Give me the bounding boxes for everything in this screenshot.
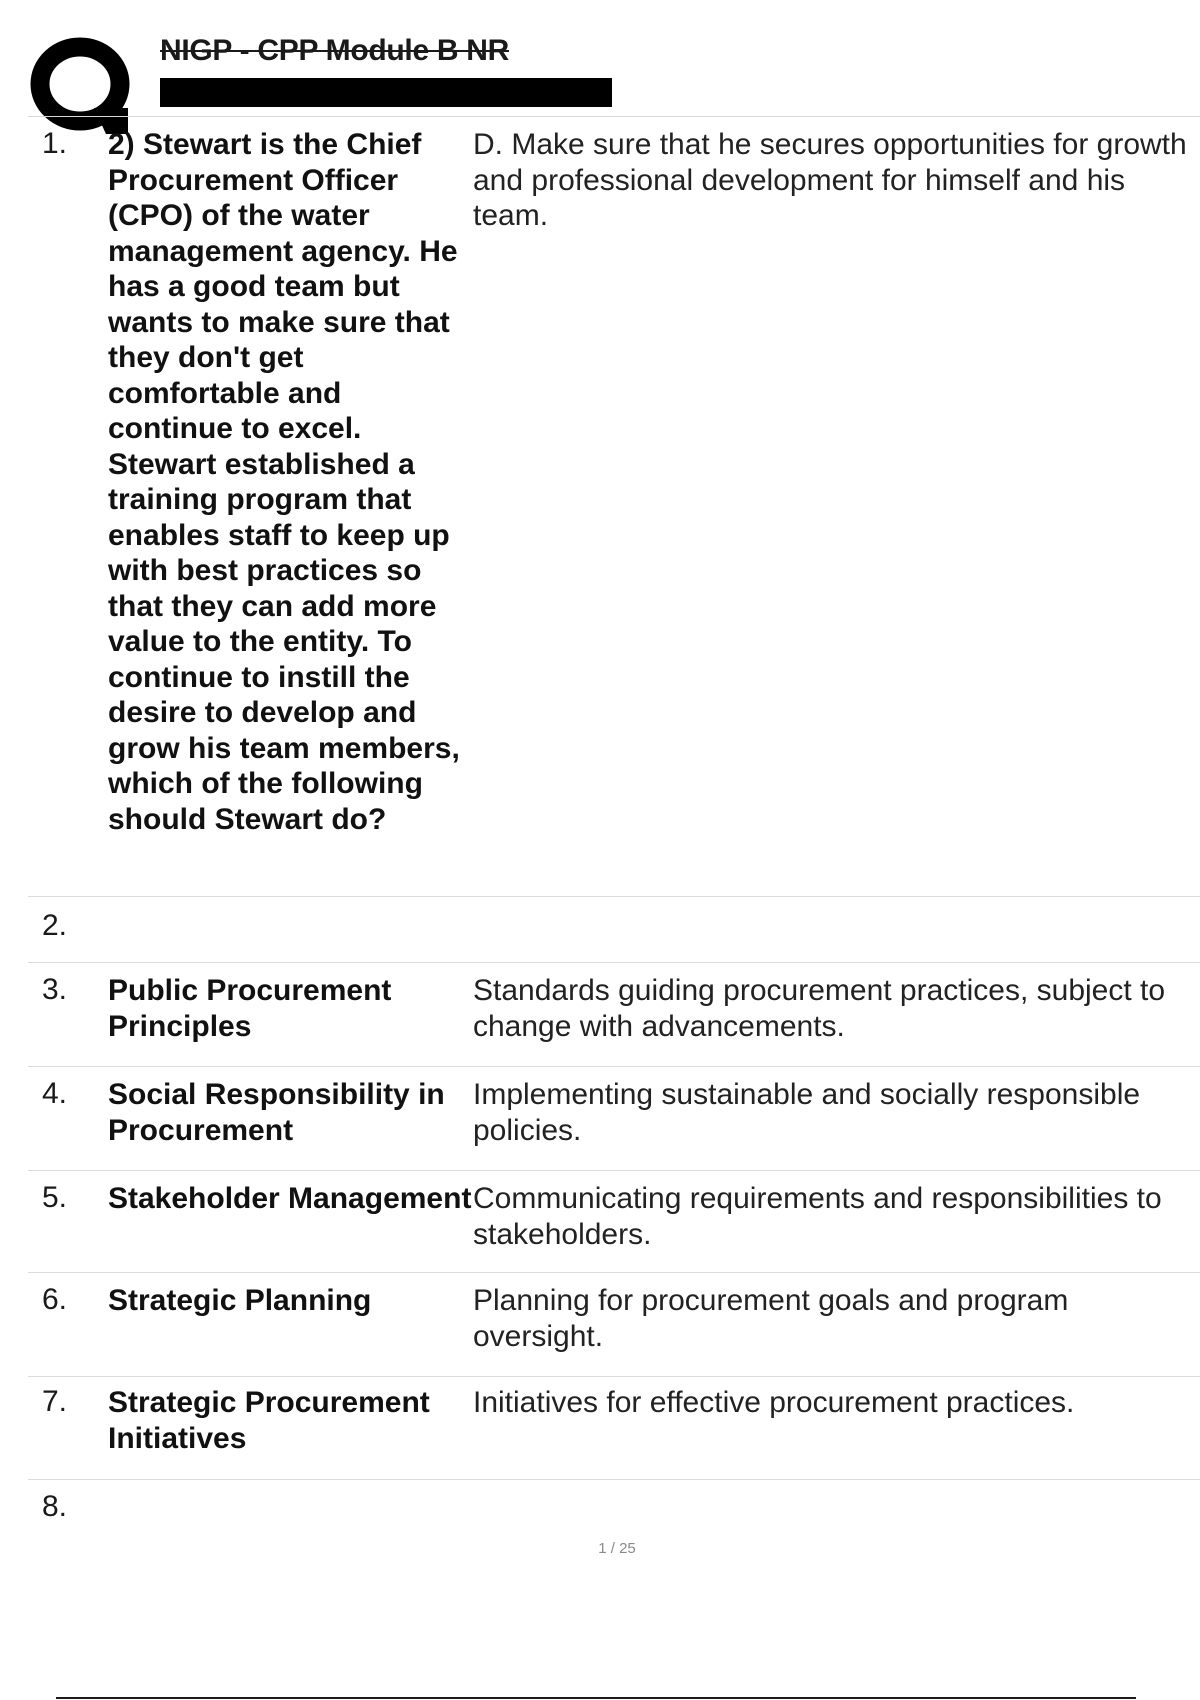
row-number: 6.	[42, 1283, 68, 1316]
row-term: Strategic Procurement Initiatives	[108, 1386, 430, 1455]
row-number: 4.	[42, 1077, 68, 1110]
row-definition: Implementing sustainable and socially responsible policies.	[473, 1078, 1141, 1147]
row-definition: Standards guiding procurement practices, subject to change with advancements.	[473, 974, 1166, 1043]
row-definition: Communicating requirements and responsibilities to stakeholders.	[473, 1182, 1162, 1251]
row-term: Social Responsibility in Procurement	[108, 1078, 445, 1147]
table-row	[28, 897, 1200, 963]
row-number: 1.	[42, 127, 68, 160]
row-number: 8.	[42, 1490, 68, 1523]
row-term: 2) Stewart is the Chief Procurement Officer (CPO) of the water management agency. He has a good team but wants to make sure that they don't get comfortable and continue to excel. Stewart established a training program that enables staff to keep up with best practices so that they can add more value to the entity. To continue to instill the desire to develop and grow his team members, which of the following should Stewart do?	[108, 128, 460, 836]
table-row	[28, 1377, 1200, 1480]
document-title: NIGP - CPP Module B NR	[160, 34, 509, 67]
footer-divider	[56, 1697, 1136, 1699]
table-row	[28, 963, 1200, 1067]
table-row	[28, 1480, 1200, 1528]
table-row	[28, 1067, 1200, 1171]
redaction-bar	[160, 78, 612, 107]
row-definition: Planning for procurement goals and program oversight.	[473, 1284, 1069, 1353]
row-term	[108, 1490, 473, 1528]
table-row	[28, 117, 1200, 897]
row-number: 5.	[42, 1181, 68, 1214]
row-term: Strategic Planning	[108, 1284, 372, 1317]
row-number: 3.	[42, 973, 68, 1006]
row-definition: Initiatives for effective procurement practices.	[473, 1386, 1075, 1419]
row-term	[108, 909, 473, 962]
row-number: 2.	[42, 909, 68, 942]
row-term: Stakeholder Management	[108, 1182, 472, 1215]
document-header	[28, 28, 1148, 118]
row-term: Public Procurement Principles	[108, 974, 392, 1043]
page-number: 1 / 25	[598, 1540, 636, 1557]
table-row	[28, 1273, 1200, 1377]
table-row	[28, 1171, 1200, 1273]
row-number: 7.	[42, 1385, 68, 1418]
row-definition	[473, 1490, 1200, 1528]
flashcard-table	[28, 117, 1200, 1528]
row-definition: D. Make sure that he secures opportunities for growth and professional development for himself and his team.	[473, 128, 1187, 232]
row-definition	[473, 909, 1200, 962]
